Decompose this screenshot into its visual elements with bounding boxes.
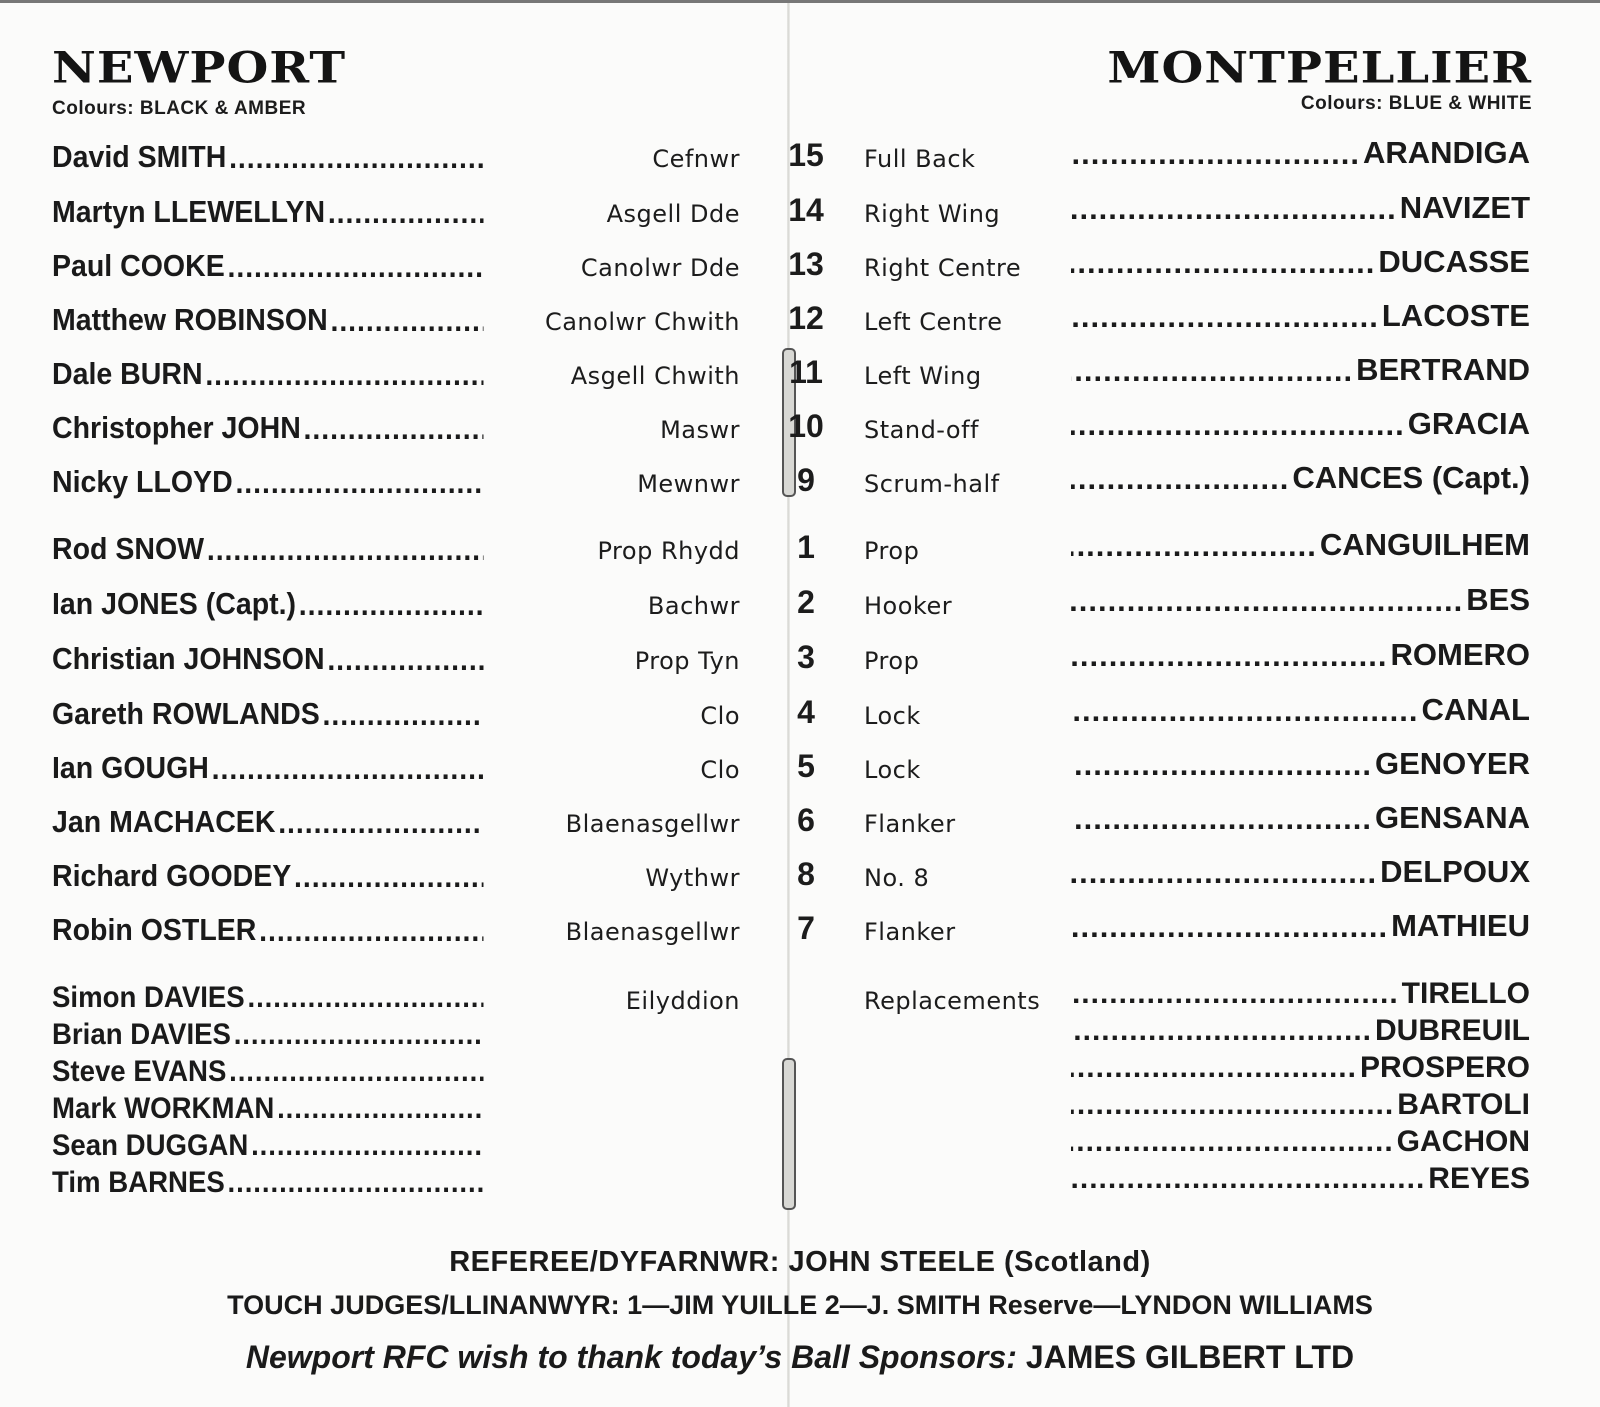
home-player [52, 464, 486, 500]
home-replacement [52, 981, 486, 1015]
home-replacement [52, 1018, 486, 1052]
english-position: Prop [864, 647, 920, 675]
away-replacement-text: BARTOLI [1397, 1088, 1530, 1121]
player-row [0, 190, 1600, 234]
away-replacement-text: GACHON [1396, 1125, 1530, 1158]
away-replacement [1068, 1014, 1530, 1048]
sponsor-line [0, 1339, 1600, 1376]
leader-dots [1071, 1164, 1425, 1196]
leader-dots [1071, 640, 1388, 673]
away-replacement-text: TIRELLO [1401, 977, 1530, 1010]
leader-dots [1071, 695, 1419, 728]
home-replacement [52, 1166, 486, 1200]
player-row [0, 637, 1600, 681]
english-position: Lock [864, 702, 921, 730]
player-row [0, 406, 1600, 450]
home-player-text: Christopher JOHN [52, 410, 301, 445]
away-player-text: ARANDIGA [1362, 135, 1530, 170]
welsh-position: Canolwr Chwith [544, 308, 740, 336]
welsh-position: Clo [700, 756, 740, 784]
leader-dots [323, 699, 484, 732]
leader-dots [278, 807, 483, 840]
leader-dots [327, 644, 483, 677]
home-replacement [52, 1055, 486, 1089]
leader-dots [229, 1057, 483, 1089]
shirt-number: 7 [797, 910, 815, 946]
shirt-number: 5 [797, 748, 815, 784]
player-row [0, 298, 1600, 342]
leader-dots [235, 467, 483, 500]
home-player-text: Paul COOKE [52, 248, 225, 283]
away-replacement-text: REYES [1428, 1162, 1530, 1195]
away-player-text: DUCASSE [1378, 244, 1530, 279]
english-position: Flanker [864, 810, 956, 838]
leader-dots [1071, 355, 1353, 388]
welsh-position: Maswr [660, 416, 740, 444]
english-position: Left Wing [864, 362, 982, 390]
away-player-text: NAVIZET [1399, 190, 1530, 225]
welsh-position: Bachwr [647, 592, 740, 620]
leader-dots [228, 251, 484, 284]
player-row [0, 244, 1600, 288]
leader-dots [259, 915, 483, 948]
home-replacement-text: Steve EVANS [52, 1055, 227, 1088]
home-player-text: Rod SNOW [52, 531, 205, 566]
home-player [52, 356, 486, 392]
english-position: Left Centre [864, 308, 1003, 336]
home-player [52, 912, 486, 948]
player-row [0, 908, 1600, 952]
leader-dots [330, 305, 483, 338]
away-player-text: GRACIA [1407, 406, 1530, 441]
leader-dots [1071, 301, 1379, 334]
player-row [0, 460, 1600, 504]
replacements-english-label: Replacements [864, 987, 1041, 1015]
home-player-text: Martyn LLEWELLYN [52, 194, 326, 229]
welsh-position: Prop Rhydd [597, 537, 740, 565]
away-player [1068, 352, 1530, 388]
sponsor-thanks: Newport RFC wish to thank today’s Ball Sponsors: [245, 1339, 1017, 1375]
leader-dots [1071, 1090, 1394, 1122]
english-position: Hooker [864, 592, 953, 620]
away-player-text: DELPOUX [1380, 854, 1530, 889]
shirt-number: 2 [797, 584, 815, 620]
english-position: Scrum-half [864, 470, 1000, 498]
home-player [52, 139, 486, 175]
away-player [1068, 406, 1530, 442]
player-row [0, 692, 1600, 736]
leader-dots [1071, 247, 1375, 280]
away-player-text: ROMERO [1390, 637, 1530, 672]
away-player [1068, 527, 1530, 563]
english-position: Stand-off [864, 416, 979, 444]
leader-dots [1071, 749, 1372, 782]
player-row [0, 800, 1600, 844]
shirt-number: 3 [797, 639, 815, 675]
home-player [52, 302, 486, 338]
shirt-number: 8 [797, 856, 815, 892]
home-replacement-text: Tim BARNES [52, 1166, 225, 1199]
away-replacement [1068, 1051, 1530, 1085]
away-team-colours: Colours: BLUE & WHITE [1300, 93, 1532, 114]
home-player [52, 696, 486, 732]
leader-dots [1071, 857, 1377, 890]
shirt-number: 13 [788, 246, 824, 282]
home-player-text: Richard GOODEY [52, 858, 292, 893]
shirt-number: 11 [789, 354, 823, 390]
shirt-number: 6 [797, 802, 815, 838]
home-player [52, 531, 486, 567]
english-position: Flanker [864, 918, 956, 946]
leader-dots [234, 1020, 484, 1052]
away-player [1068, 244, 1530, 280]
home-team-colours: Colours: BLACK & AMBER [52, 98, 307, 119]
english-position: Lock [864, 756, 921, 784]
welsh-position: Asgell Chwith [570, 362, 740, 390]
replacement-row [0, 1162, 1600, 1206]
away-player-text: CANCES (Capt.) [1292, 460, 1530, 495]
home-player-text: Nicky LLOYD [52, 464, 233, 499]
player-row [0, 527, 1600, 571]
home-player-text: Robin OSTLER [52, 912, 257, 947]
leader-dots [1071, 979, 1399, 1011]
sponsor-name: JAMES GILBERT LTD [1025, 1339, 1355, 1375]
away-player [1068, 908, 1530, 944]
leader-dots [229, 142, 483, 175]
home-player [52, 804, 486, 840]
away-player-text: CANGUILHEM [1319, 527, 1530, 562]
leader-dots [1071, 530, 1317, 563]
shirt-number: 14 [788, 192, 824, 228]
home-replacement [52, 1129, 486, 1163]
welsh-position: Mewnwr [637, 470, 740, 498]
leader-dots [1071, 585, 1463, 618]
away-player-text: GENOYER [1374, 746, 1530, 781]
home-player [52, 248, 486, 284]
away-player [1068, 692, 1530, 728]
home-replacement [52, 1092, 486, 1126]
away-player-text: CANAL [1421, 692, 1530, 727]
leader-dots [212, 753, 484, 786]
home-replacement-text: Sean DUGGAN [52, 1129, 249, 1162]
leader-dots [207, 534, 484, 567]
home-player [52, 410, 486, 446]
away-player [1068, 800, 1530, 836]
replacements-welsh-label: Eilyddion [625, 987, 740, 1015]
home-player-text: Matthew ROBINSON [52, 302, 328, 337]
leader-dots [251, 1131, 483, 1163]
home-player [52, 641, 486, 677]
welsh-position: Cefnwr [652, 145, 740, 173]
shirt-number: 12 [788, 300, 824, 336]
leader-dots [205, 359, 483, 392]
away-replacement [1068, 1088, 1530, 1122]
away-player [1068, 854, 1530, 890]
away-player [1068, 190, 1530, 226]
player-row [0, 582, 1600, 626]
away-player [1068, 135, 1530, 171]
leader-dots [1071, 1127, 1394, 1159]
home-player [52, 750, 486, 786]
home-replacement-text: Mark WORKMAN [52, 1092, 275, 1125]
shirt-number: 9 [797, 462, 815, 498]
away-player [1068, 460, 1530, 496]
welsh-position: Wythwr [645, 864, 740, 892]
shirt-number: 10 [788, 408, 824, 444]
leader-dots [328, 197, 484, 230]
away-player [1068, 298, 1530, 334]
english-position: Right Centre [864, 254, 1022, 282]
away-player [1068, 637, 1530, 673]
home-player [52, 586, 486, 622]
away-replacement [1068, 1125, 1530, 1159]
shirt-number: 4 [797, 694, 815, 730]
english-position: Right Wing [864, 200, 1001, 228]
leader-dots [228, 1168, 484, 1200]
away-player-text: GENSANA [1374, 800, 1530, 835]
leader-dots [1071, 911, 1388, 944]
home-player [52, 194, 486, 230]
home-replacement-text: Simon DAVIES [52, 981, 245, 1014]
away-team-name: MONTPELLIER [1107, 43, 1532, 94]
away-player [1068, 746, 1530, 782]
away-player-text: LACOSTE [1381, 298, 1530, 333]
home-replacement-text: Brian DAVIES [52, 1018, 231, 1051]
player-row [0, 746, 1600, 790]
away-replacement-text: DUBREUIL [1375, 1014, 1530, 1047]
leader-dots [1071, 1016, 1372, 1048]
away-replacement [1068, 1162, 1530, 1196]
home-player-text: Christian JOHNSON [52, 641, 325, 676]
home-player-text: Ian GOUGH [52, 750, 209, 785]
shirt-number: 1 [797, 529, 815, 565]
leader-dots [1071, 409, 1405, 442]
away-player [1068, 582, 1530, 618]
away-player-text: BES [1466, 582, 1530, 617]
leader-dots [1071, 463, 1289, 496]
home-player-text: Dale BURN [52, 356, 203, 391]
welsh-position: Blaenasgellwr [565, 918, 740, 946]
english-position: Full Back [864, 145, 976, 173]
player-row [0, 352, 1600, 396]
away-player-text: MATHIEU [1391, 908, 1530, 943]
home-player [52, 858, 486, 894]
welsh-position: Blaenasgellwr [565, 810, 740, 838]
home-player-text: Jan MACHACEK [52, 804, 276, 839]
leader-dots [1071, 803, 1372, 836]
player-row [0, 854, 1600, 898]
away-replacement [1068, 977, 1530, 1011]
leader-dots [1071, 138, 1360, 171]
welsh-position: Canolwr Dde [580, 254, 740, 282]
leader-dots [1071, 1053, 1357, 1085]
away-replacement-text: PROSPERO [1359, 1051, 1530, 1084]
english-position: No. 8 [864, 864, 930, 892]
leader-dots [304, 413, 484, 446]
leader-dots [277, 1094, 483, 1126]
player-row [0, 135, 1600, 179]
leader-dots [247, 983, 483, 1015]
home-player-text: Gareth ROWLANDS [52, 696, 320, 731]
home-player-text: Ian JONES (Capt.) [52, 586, 297, 621]
leader-dots [294, 861, 483, 894]
english-position: Prop [864, 537, 920, 565]
home-team-name: NEWPORT [52, 43, 347, 94]
touch-judges-line: TOUCH JUDGES/LLINANWYR: 1—JIM YUILLE 2—J. SMITH Reserve—LYNDON WILLIAMS [227, 1290, 1373, 1320]
home-player-text: David SMITH [52, 139, 227, 174]
shirt-number: 15 [788, 137, 824, 173]
leader-dots [1071, 193, 1397, 226]
leader-dots [299, 589, 484, 622]
welsh-position: Prop Tyn [634, 647, 740, 675]
welsh-position: Clo [700, 702, 740, 730]
away-player-text: BERTRAND [1356, 352, 1530, 387]
welsh-position: Asgell Dde [606, 200, 740, 228]
referee-line: REFEREE/DYFARNWR: JOHN STEELE (Scotland) [449, 1246, 1151, 1278]
